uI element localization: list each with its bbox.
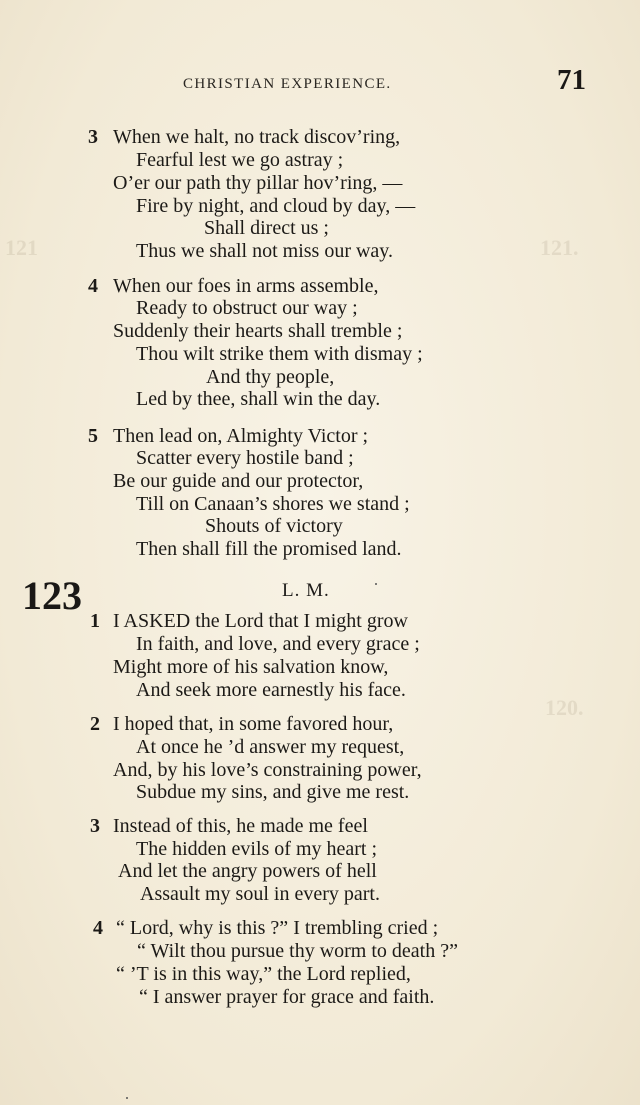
verse-line: When our foes in arms assemble, [113, 275, 379, 297]
show-through-mark: 121 [5, 235, 38, 260]
ink-speck [375, 583, 377, 585]
verse-line: And, by his love’s constraining power, [113, 759, 422, 781]
verse-line: “ ’T is in this way,” the Lord replied, [116, 963, 411, 985]
verse-line: Fire by night, and cloud by day, — [136, 195, 416, 217]
verse-line: Suddenly their hearts shall tremble ; [113, 320, 403, 342]
stanza-number: 4 [93, 917, 103, 939]
verse-line: The hidden evils of my heart ; [136, 838, 378, 860]
verse-line: And let the angry powers of hell [118, 860, 377, 882]
hymn-number: 123 [22, 573, 82, 618]
verse-line: Then lead on, Almighty Victor ; [113, 425, 369, 447]
verse-line: Thus we shall not miss our way. [136, 240, 394, 262]
verse-line: Be our guide and our protector, [113, 470, 364, 492]
verse-line: Fearful lest we go astray ; [136, 149, 344, 171]
verse-line: O’er our path thy pillar hov’ring, — [113, 172, 403, 194]
verse-line: Assault my soul in every part. [140, 883, 380, 905]
verse-line: Shall direct us ; [204, 217, 329, 239]
verse-line: Scatter every hostile band ; [136, 447, 354, 469]
verse-line: At once he ’d answer my request, [136, 736, 405, 758]
verse-line: “ I answer prayer for grace and faith. [139, 986, 435, 1008]
stanza-number: 2 [90, 713, 100, 735]
verse-line: And thy people, [206, 366, 335, 388]
verse-line: “ Wilt thou pursue thy worm to death ?” [137, 940, 458, 962]
show-through-mark: 121. [540, 235, 579, 260]
verse-line: Might more of his salvation know, [113, 656, 389, 678]
ink-speck [126, 1097, 128, 1099]
verse-line: Then shall fill the promised land. [136, 538, 402, 560]
verse-line: Till on Canaan’s shores we stand ; [136, 493, 410, 515]
page-number: 71 [557, 64, 586, 96]
verse-line: Instead of this, he made me feel [113, 815, 368, 837]
verse-line: In faith, and love, and every grace ; [136, 633, 420, 655]
hymn-meter: L. M. [282, 580, 330, 601]
stanza-number: 3 [88, 126, 98, 148]
verse-line: Ready to obstruct our way ; [136, 297, 358, 319]
stanza-number: 1 [90, 610, 100, 632]
verse-line: Led by thee, shall win the day. [136, 388, 381, 410]
verse-line: Subdue my sins, and give me rest. [136, 781, 410, 803]
stanza-number: 4 [88, 275, 98, 297]
running-head: CHRISTIAN EXPERIENCE. [183, 76, 392, 92]
verse-line: Thou wilt strike them with dismay ; [136, 343, 423, 365]
verse-line: Shouts of victory [205, 515, 343, 537]
verse-line: And seek more earnestly his face. [136, 679, 406, 701]
verse-line: “ Lord, why is this ?” I trembling cried ; [116, 917, 439, 939]
stanza-number: 3 [90, 815, 100, 837]
verse-line: I hoped that, in some favored hour, [113, 713, 394, 735]
show-through-mark: 120. [545, 695, 584, 720]
verse-line: When we halt, no track discov’ring, [113, 126, 401, 148]
verse-line: I ASKED the Lord that I might grow [113, 610, 408, 632]
stanza-number: 5 [88, 425, 98, 447]
